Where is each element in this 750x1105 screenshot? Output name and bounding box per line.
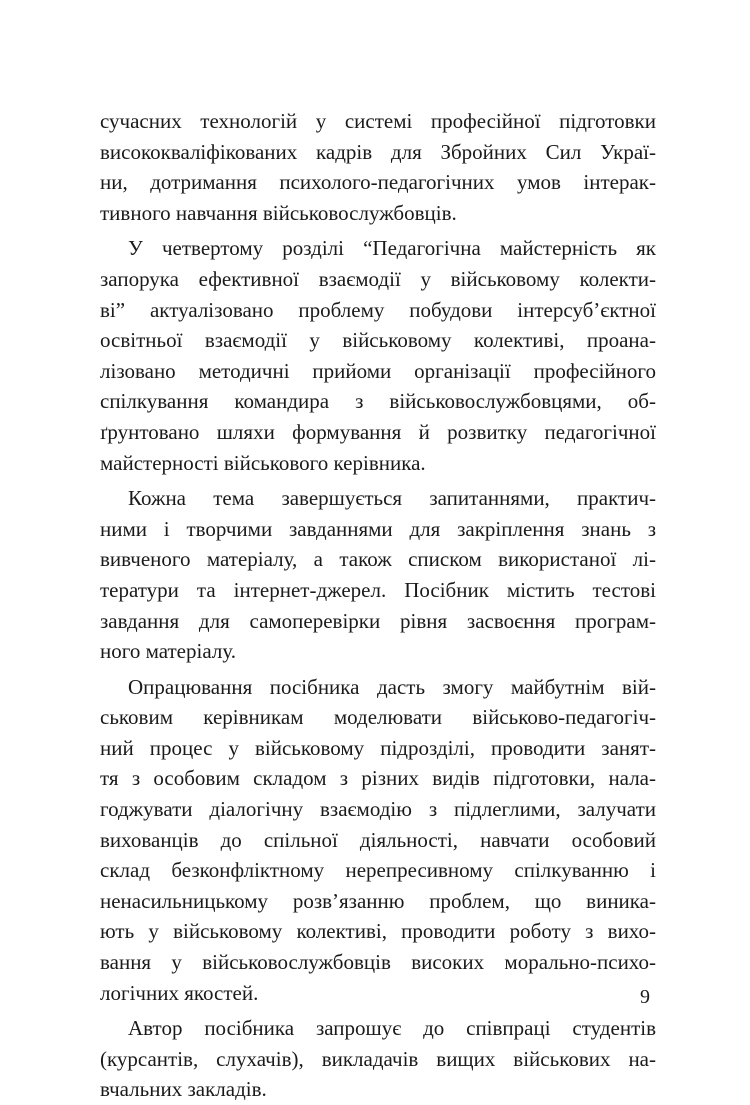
text-line: лізовано методичні прийоми організації професійного xyxy=(100,358,656,383)
text-line: вивченого матеріалу, а також списком використаної лі- xyxy=(100,547,656,572)
text-line: склад безконфліктному нерепресивному спілкуванню і xyxy=(100,858,656,883)
paragraph-4 xyxy=(100,672,656,1009)
text-line: вчальних закладів. xyxy=(100,1077,267,1102)
text-line: висококваліфікованих кадрів для Збройних Сил Украї- xyxy=(100,139,656,164)
text-line: ний процес у військовому підрозділі, проводити занят- xyxy=(100,735,656,760)
text-line: ють у військовому колективі, проводити роботу з вихо- xyxy=(100,919,656,944)
text-line: Опрацювання посібника дасть змогу майбутнім вій- xyxy=(128,674,656,699)
text-line: ненасильницькому розв’язанню проблем, що виника- xyxy=(100,888,656,913)
text-line: спілкування командира з військовослужбовцями, об- xyxy=(100,389,656,414)
text-line: У четвертому розділі “Педагогічна майстерність як xyxy=(128,236,656,261)
text-line: тивного навчання військовослужбовців. xyxy=(100,200,457,225)
text-line: ного матеріалу. xyxy=(100,639,236,664)
paragraph-1 xyxy=(100,106,656,228)
paragraph-2 xyxy=(100,233,656,478)
page-number: 9 xyxy=(640,986,650,1008)
text-line: ни, дотримання психолого-педагогічних умов інтерак- xyxy=(100,170,656,195)
text-line: вання у військовослужбовців високих морально-психо- xyxy=(100,950,656,975)
text-line: завдання для самоперевірки рівня засвоєння програм- xyxy=(100,608,656,633)
text-line: тя з особовим складом з різних видів підготовки, нала- xyxy=(100,766,656,791)
text-line: вихованців до спільної діяльності, навчати особовий xyxy=(100,827,656,852)
text-line: сучасних технологій у системі професійної підготовки xyxy=(100,109,656,133)
text-line: логічних якостей. xyxy=(100,980,259,1005)
text-line: освітньої взаємодії у військовому колективі, проана- xyxy=(100,328,656,353)
text-line: Кожна тема завершується запитаннями, практич- xyxy=(128,486,656,511)
page-body xyxy=(100,106,656,1105)
text-line: (курсантів, слухачів), викладачів вищих військових на- xyxy=(100,1046,656,1071)
text-line: ними і творчими завданнями для закріплення знань з xyxy=(100,516,656,541)
text-line: Автор посібника запрошує до співпраці студентів xyxy=(128,1016,656,1041)
text-line: тератури та інтернет-джерел. Посібник містить тестові xyxy=(100,577,656,602)
text-line: ськовим керівникам моделювати військово-педагогіч- xyxy=(100,705,656,730)
text-line: майстерності військового керівника. xyxy=(100,450,426,475)
text-line: запорука ефективної взаємодії у військовому колекти- xyxy=(100,266,656,291)
text-line: годжувати діалогічну взаємодію з підлеглими, залучати xyxy=(100,797,656,822)
text-line: ґрунтовано шляхи формування й розвитку педагогічної xyxy=(100,419,656,444)
text-line: ві” актуалізовано проблему побудови інтерсуб’єктної xyxy=(100,297,656,322)
paragraph-3 xyxy=(100,483,656,667)
paragraph-5 xyxy=(100,1013,656,1105)
